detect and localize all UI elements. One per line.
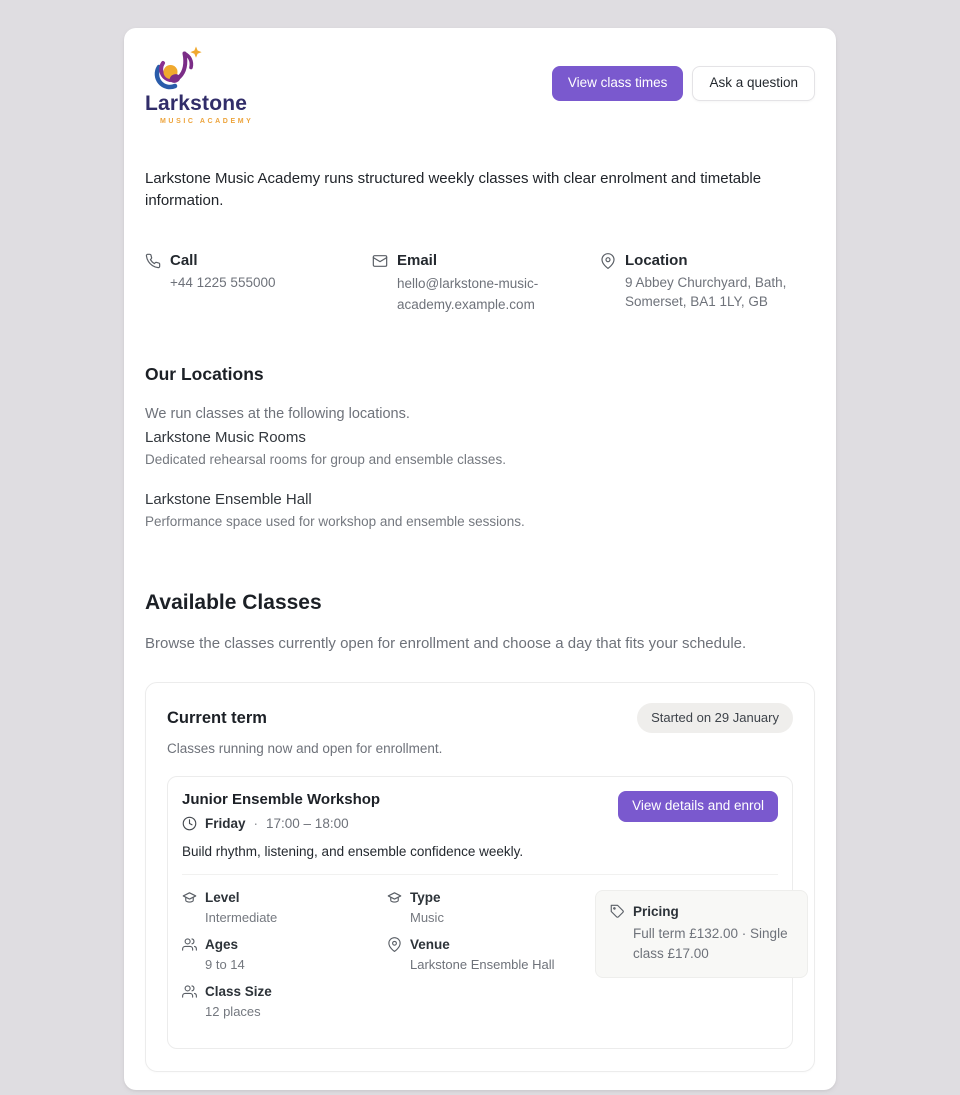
detail-level (182, 890, 387, 928)
detail-label: Venue (410, 937, 450, 953)
graduation-cap-icon (387, 890, 402, 905)
pricing-label: Pricing (633, 904, 679, 920)
locations-title: Our Locations (145, 364, 264, 385)
class-title: Junior Ensemble Workshop (182, 791, 381, 809)
brand-tagline: MUSIC ACADEMY (160, 118, 254, 125)
ask-question-button[interactable]: Ask a question (692, 66, 815, 101)
map-pin-icon (387, 937, 402, 952)
location-description: Dedicated rehearsal rooms for group and ensemble classes. (145, 452, 506, 468)
term-title: Current term (167, 708, 267, 727)
detail-ages (182, 937, 387, 975)
location-item (145, 491, 815, 529)
detail-label: Level (205, 890, 240, 906)
phone-icon (145, 253, 161, 269)
detail-value: Music (410, 910, 444, 926)
current-term-card (145, 682, 815, 1072)
detail-value: Intermediate (205, 910, 278, 926)
detail-class-size (182, 984, 387, 1022)
contact-location (600, 252, 815, 316)
details-column-2 (387, 890, 595, 1031)
detail-venue (387, 937, 595, 975)
detail-type (387, 890, 595, 928)
mail-icon (372, 253, 388, 269)
brand-name: Larkstone (145, 92, 248, 115)
pricing-value: Full term £132.00 · Single class £17.00 (633, 926, 788, 961)
divider (182, 874, 778, 875)
contact-call-label: Call (170, 252, 198, 270)
contact-call (145, 252, 372, 316)
contact-email-value[interactable]: hello@larkstone-music-academy.example.com (397, 276, 539, 313)
brand-logo (145, 45, 253, 125)
detail-value: 9 to 14 (205, 957, 245, 973)
header (145, 45, 815, 125)
main-card (124, 28, 836, 1090)
contact-email-label: Email (397, 252, 438, 270)
users-icon (182, 984, 197, 999)
detail-value: 12 places (205, 1003, 261, 1019)
detail-label: Type (410, 890, 441, 906)
class-description: Build rhythm, listening, and ensemble confidence weekly. (182, 844, 524, 860)
contact-call-value: +44 1225 555000 (170, 275, 276, 291)
map-pin-icon (600, 253, 616, 269)
intro-text: Larkstone Music Academy runs structured weekly classes with clear enrolment and timetable information. (145, 170, 762, 210)
term-start-badge: Started on 29 January (637, 703, 793, 733)
detail-label: Class Size (205, 983, 272, 999)
separator-dot: · (253, 816, 259, 832)
music-note-logo-icon (147, 45, 209, 95)
details-column-1 (182, 890, 387, 1031)
tag-icon (610, 904, 625, 919)
class-day: Friday (205, 816, 246, 832)
classes-subtitle: Browse the classes currently open for enrollment and choose a day that fits your schedule. (145, 635, 747, 653)
classes-title: Available Classes (145, 591, 322, 615)
contact-row (145, 252, 815, 316)
location-name: Larkstone Music Rooms (145, 429, 306, 447)
class-header-text (182, 791, 380, 831)
graduation-cap-icon (182, 890, 197, 905)
location-item (145, 429, 815, 467)
view-class-times-button[interactable]: View class times (552, 66, 684, 101)
contact-email (372, 252, 600, 316)
users-icon (182, 937, 197, 952)
locations-subtitle: We run classes at the following locations. (145, 406, 410, 423)
class-card (167, 776, 793, 1049)
class-schedule (182, 816, 380, 831)
pricing-box (595, 890, 808, 978)
view-details-enrol-button[interactable]: View details and enrol (618, 791, 778, 822)
location-description: Performance space used for workshop and ensemble sessions. (145, 514, 525, 530)
header-actions (552, 66, 815, 101)
term-subtitle: Classes running now and open for enrollment. (167, 741, 443, 757)
contact-location-value: 9 Abbey Churchyard, Bath, Somerset, BA1 1LY, GB (625, 275, 787, 309)
contact-location-label: Location (625, 252, 688, 270)
location-name: Larkstone Ensemble Hall (145, 491, 312, 509)
detail-value: Larkstone Ensemble Hall (410, 957, 555, 973)
detail-label: Ages (205, 937, 239, 953)
class-time: 17:00 – 18:00 (266, 816, 349, 832)
clock-icon (182, 816, 197, 831)
class-details-grid (182, 890, 788, 1031)
